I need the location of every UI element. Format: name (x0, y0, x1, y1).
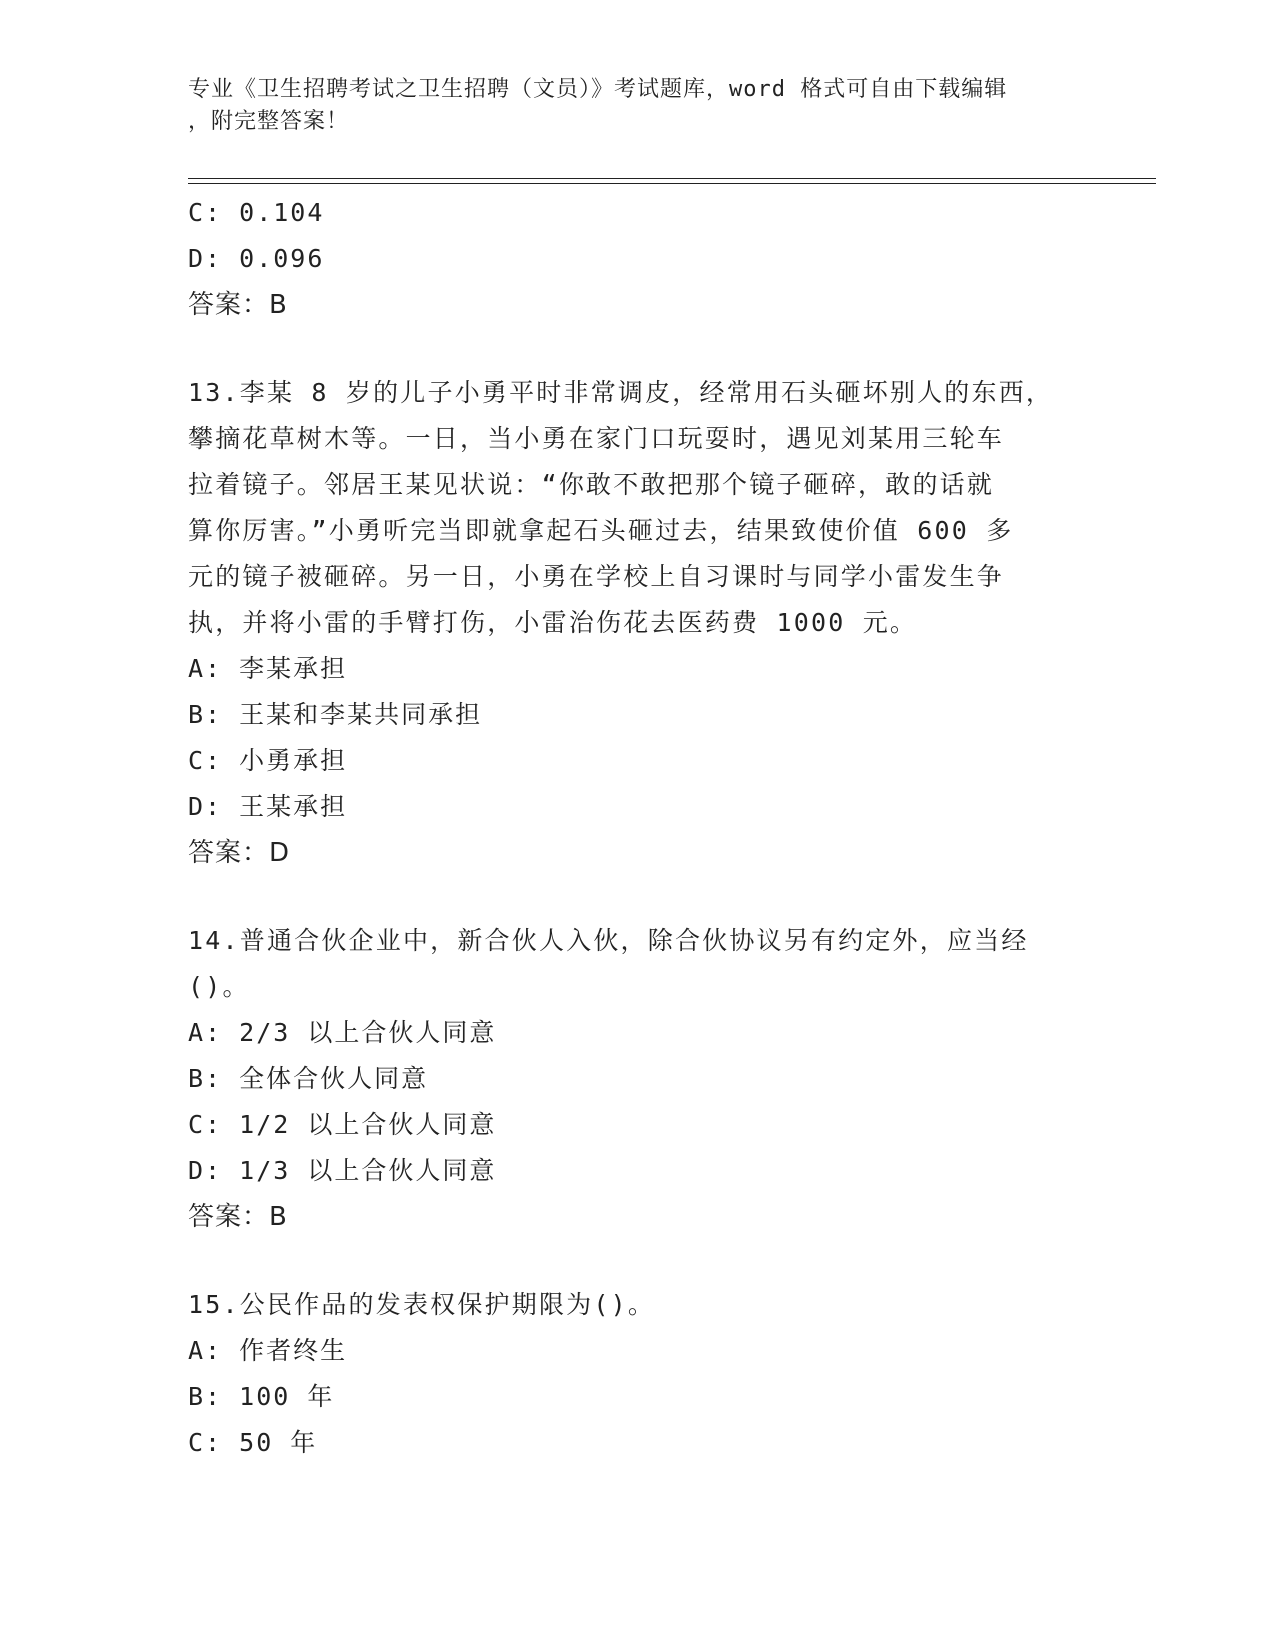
question-15 (188, 1282, 1088, 1466)
stem-line: ()。 (188, 972, 250, 1001)
stem-line: 13.李某 8 岁的儿子小勇平时非常调皮，经常用石头砸坏别人的东西， (188, 378, 1054, 407)
option-b: B: 100 年 (188, 1382, 335, 1411)
stem-line: 15.公民作品的发表权保护期限为()。 (188, 1290, 656, 1319)
stem-line: 元的镜子被砸碎。另一日，小勇在学校上自习课时与同学小雷发生争 (188, 562, 1005, 591)
header-line-1: 专业《卫生招聘考试之卫生招聘（文员）》考试题库，word 格式可自由下载编辑 (188, 77, 1008, 102)
question-stem (188, 1282, 1088, 1328)
answer-line: 答案：B (188, 1202, 288, 1232)
option-b: B: 王某和李某共同承担 (188, 700, 483, 729)
question-stem (188, 918, 1088, 1010)
question-stem (188, 370, 1088, 646)
document-header (188, 74, 1068, 138)
stem-line: 算你厉害。”小勇听完当即就拿起石头砸过去，结果致使价值 600 多 (188, 516, 1014, 545)
option-a: A: 2/3 以上合伙人同意 (188, 1018, 497, 1047)
stem-line: 14.普通合伙企业中，新合伙人入伙，除合伙协议另有约定外，应当经 (188, 926, 1029, 955)
stem-line: 执，并将小雷的手臂打伤，小雷治伤花去医药费 1000 元。 (188, 608, 918, 637)
option-a: A: 李某承担 (188, 654, 348, 683)
stem-line: 拉着镜子。邻居王某见状说：“你敢不敢把那个镜子砸碎，敢的话就 (188, 470, 995, 499)
option-c: C: 1/2 以上合伙人同意 (188, 1110, 497, 1139)
document-body (188, 190, 1088, 1466)
option-d: D: 王某承担 (188, 792, 348, 821)
option-c: C: 小勇承担 (188, 746, 348, 775)
answer-line: 答案：B (188, 290, 288, 320)
question-12-tail (188, 190, 1088, 328)
option-c: C: 0.104 (188, 198, 325, 227)
option-b: B: 全体合伙人同意 (188, 1064, 429, 1093)
option-d: D: 0.096 (188, 244, 325, 273)
stem-line: 攀摘花草树木等。一日，当小勇在家门口玩耍时，遇见刘某用三轮车 (188, 424, 1005, 453)
header-divider-bottom (188, 183, 1156, 184)
option-a: A: 作者终生 (188, 1336, 348, 1365)
header-line-2: ，附完整答案！ (188, 109, 350, 134)
question-13 (188, 370, 1088, 876)
answer-line: 答案：D (188, 838, 291, 868)
option-c: C: 50 年 (188, 1428, 318, 1457)
header-divider-top (188, 178, 1156, 179)
question-14 (188, 918, 1088, 1240)
option-d: D: 1/3 以上合伙人同意 (188, 1156, 497, 1185)
